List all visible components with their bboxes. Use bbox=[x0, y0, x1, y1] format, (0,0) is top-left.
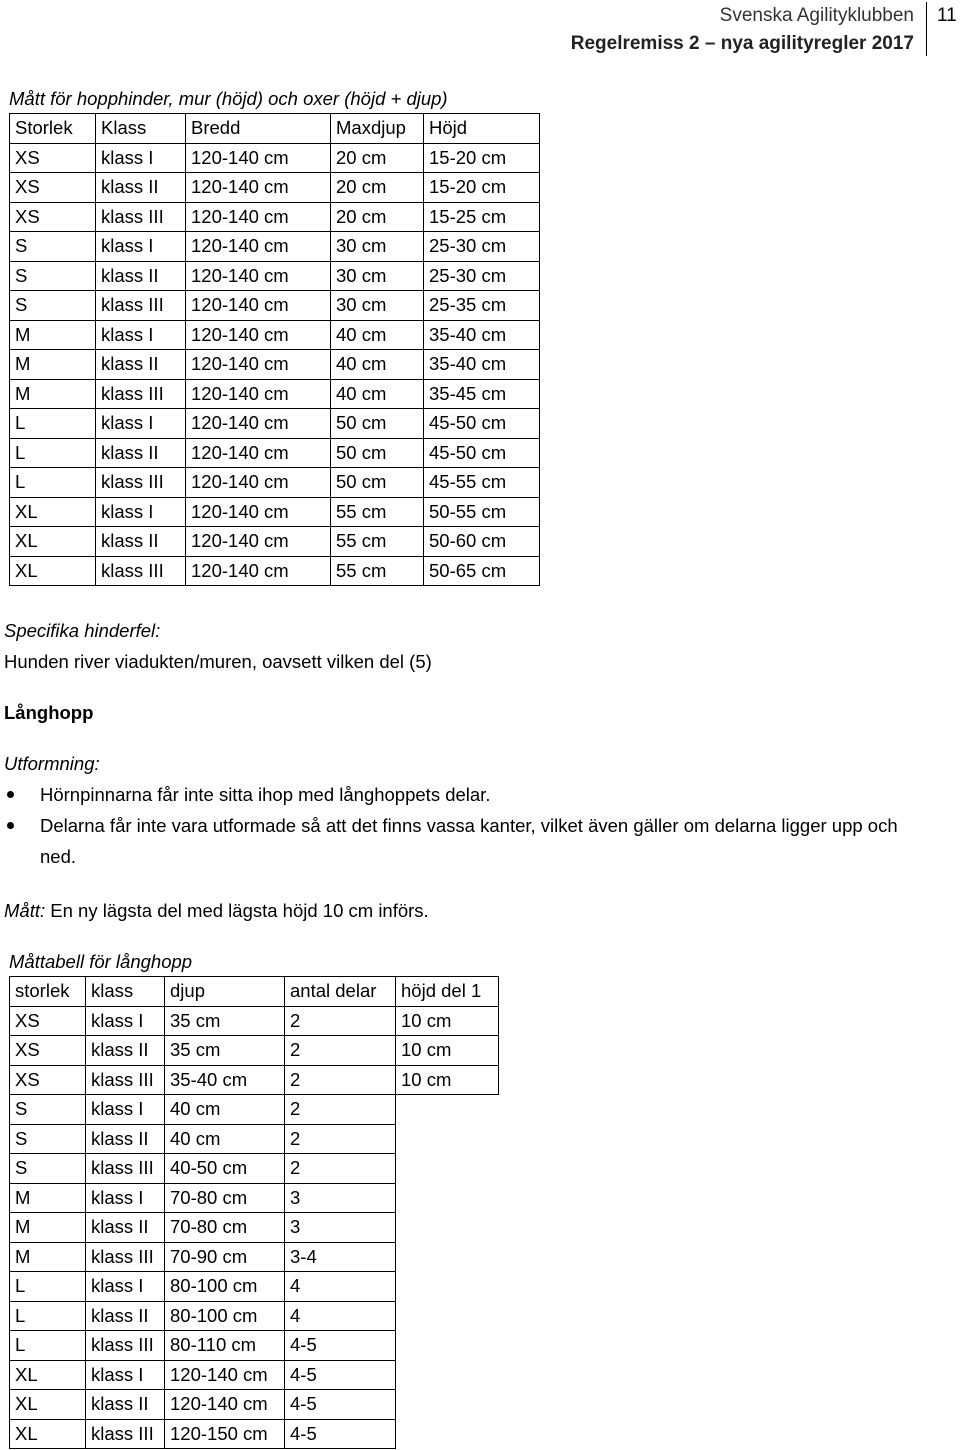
table-row bbox=[10, 232, 540, 262]
table-cell bbox=[396, 1301, 499, 1331]
faults-label: Specifika hinderfel: bbox=[4, 620, 161, 641]
table-cell: 30 cm bbox=[331, 261, 424, 291]
table-cell: klass I bbox=[96, 232, 186, 262]
table-cell bbox=[396, 1360, 499, 1390]
measure-text: En ny lägsta del med lägsta höjd 10 cm införs. bbox=[45, 900, 429, 921]
table-cell: 80-100 cm bbox=[165, 1301, 285, 1331]
table-row bbox=[10, 1095, 499, 1125]
table-cell: 3 bbox=[285, 1183, 396, 1213]
table-cell: 45-50 cm bbox=[424, 438, 540, 468]
faults-section bbox=[4, 615, 432, 677]
jump-table bbox=[9, 113, 540, 586]
table-cell: S bbox=[10, 261, 96, 291]
table-cell: XL bbox=[10, 1419, 86, 1449]
table-cell: 50 cm bbox=[331, 438, 424, 468]
table-cell: 120-140 cm bbox=[186, 468, 331, 498]
table-header-cell: klass bbox=[86, 977, 165, 1007]
table-row bbox=[10, 350, 540, 380]
table-cell: 2 bbox=[285, 1154, 396, 1184]
faults-text: Hunden river viadukten/muren, oavsett vilken del (5) bbox=[4, 651, 432, 672]
table-row bbox=[10, 291, 540, 321]
table-row bbox=[10, 1301, 499, 1331]
table-cell: XL bbox=[10, 527, 96, 557]
table-cell: 120-140 cm bbox=[186, 261, 331, 291]
table-cell: XS bbox=[10, 1006, 86, 1036]
table-cell: 120-140 cm bbox=[186, 409, 331, 439]
table-row bbox=[10, 1154, 499, 1184]
table-cell: M bbox=[10, 379, 96, 409]
table-cell: 15-20 cm bbox=[424, 143, 540, 173]
table-cell: S bbox=[10, 291, 96, 321]
table-row bbox=[10, 438, 540, 468]
table-cell: klass II bbox=[86, 1213, 165, 1243]
table-cell: 120-140 cm bbox=[186, 320, 331, 350]
table-cell bbox=[396, 1419, 499, 1449]
table-header-row bbox=[10, 114, 540, 144]
table-cell: 4-5 bbox=[285, 1331, 396, 1361]
table-row bbox=[10, 1360, 499, 1390]
table-row bbox=[10, 1124, 499, 1154]
table-cell: L bbox=[10, 1331, 86, 1361]
table-cell: 3 bbox=[285, 1213, 396, 1243]
table-row bbox=[10, 261, 540, 291]
table-cell: M bbox=[10, 1242, 86, 1272]
table-cell: klass I bbox=[86, 1360, 165, 1390]
table-row bbox=[10, 320, 540, 350]
table-cell: klass II bbox=[96, 173, 186, 203]
table-cell bbox=[396, 1183, 499, 1213]
table-cell: 2 bbox=[285, 1036, 396, 1066]
table-cell: 35-40 cm bbox=[424, 350, 540, 380]
table-cell: 120-140 cm bbox=[186, 232, 331, 262]
table-cell: 40 cm bbox=[331, 350, 424, 380]
page-number: 11 bbox=[926, 2, 960, 56]
table-cell: 120-140 cm bbox=[186, 350, 331, 380]
table-cell: klass II bbox=[96, 527, 186, 557]
table-header-cell: storlek bbox=[10, 977, 86, 1007]
table-cell: 35 cm bbox=[165, 1006, 285, 1036]
table-header-cell: höjd del 1 bbox=[396, 977, 499, 1007]
long-jump-design-section bbox=[4, 748, 910, 872]
table-cell: XL bbox=[10, 556, 96, 586]
table-cell: 50 cm bbox=[331, 468, 424, 498]
table-row bbox=[10, 1213, 499, 1243]
table-cell: 120-150 cm bbox=[165, 1419, 285, 1449]
jump-table-caption: Mått för hopphinder, mur (höjd) och oxer (höjd + djup) bbox=[9, 88, 448, 109]
table-cell bbox=[396, 1095, 499, 1125]
table-cell: 120-140 cm bbox=[186, 497, 331, 527]
table-cell: M bbox=[10, 320, 96, 350]
table-cell: klass III bbox=[96, 379, 186, 409]
table-cell bbox=[396, 1213, 499, 1243]
table-cell: klass I bbox=[96, 409, 186, 439]
table-header-row bbox=[10, 977, 499, 1007]
table-row bbox=[10, 556, 540, 586]
table-cell: XS bbox=[10, 1036, 86, 1066]
table-cell: 35-40 cm bbox=[424, 320, 540, 350]
table-cell: klass III bbox=[86, 1331, 165, 1361]
table-cell: 40-50 cm bbox=[165, 1154, 285, 1184]
table-cell: 20 cm bbox=[331, 143, 424, 173]
table-cell: XS bbox=[10, 173, 96, 203]
table-row bbox=[10, 1419, 499, 1449]
table-cell: 25-30 cm bbox=[424, 232, 540, 262]
table-cell: L bbox=[10, 1272, 86, 1302]
table-cell: klass I bbox=[86, 1095, 165, 1125]
table-cell: 40 cm bbox=[165, 1095, 285, 1125]
design-bullet-item: Hörnpinnarna får inte sitta ihop med långhoppets delar. bbox=[4, 779, 910, 810]
table-cell: 30 cm bbox=[331, 232, 424, 262]
table-row bbox=[10, 1036, 499, 1066]
table-cell: 120-140 cm bbox=[186, 143, 331, 173]
table-cell: 40 cm bbox=[331, 320, 424, 350]
table-cell: 45-50 cm bbox=[424, 409, 540, 439]
table-cell: 10 cm bbox=[396, 1006, 499, 1036]
table-cell: 40 cm bbox=[165, 1124, 285, 1154]
table-row bbox=[10, 173, 540, 203]
table-cell: klass III bbox=[96, 468, 186, 498]
table-row bbox=[10, 1006, 499, 1036]
table-cell: klass III bbox=[86, 1419, 165, 1449]
table-cell: L bbox=[10, 468, 96, 498]
table-cell: 50-60 cm bbox=[424, 527, 540, 557]
table-cell: S bbox=[10, 1095, 86, 1125]
table-cell bbox=[396, 1272, 499, 1302]
table-cell: M bbox=[10, 1213, 86, 1243]
table-cell: 3-4 bbox=[285, 1242, 396, 1272]
table-row bbox=[10, 1331, 499, 1361]
table-cell: klass II bbox=[86, 1390, 165, 1420]
table-cell: L bbox=[10, 1301, 86, 1331]
table-cell: M bbox=[10, 1183, 86, 1213]
design-label: Utformning: bbox=[4, 753, 100, 774]
table-cell: 25-35 cm bbox=[424, 291, 540, 321]
table-cell: klass I bbox=[86, 1272, 165, 1302]
table-cell: 50 cm bbox=[331, 409, 424, 439]
table-cell: 55 cm bbox=[331, 497, 424, 527]
table-header-cell: Maxdjup bbox=[331, 114, 424, 144]
table-cell: 120-140 cm bbox=[186, 202, 331, 232]
jump-table-section bbox=[9, 84, 540, 586]
page-header bbox=[571, 2, 914, 58]
table-cell: 45-55 cm bbox=[424, 468, 540, 498]
long-jump-table-caption: Måttabell för långhopp bbox=[9, 951, 193, 972]
table-cell: 70-80 cm bbox=[165, 1213, 285, 1243]
table-cell: 120-140 cm bbox=[186, 379, 331, 409]
table-cell: 2 bbox=[285, 1065, 396, 1095]
table-cell: klass I bbox=[96, 497, 186, 527]
table-row bbox=[10, 202, 540, 232]
table-cell bbox=[396, 1331, 499, 1361]
table-cell: 10 cm bbox=[396, 1036, 499, 1066]
table-cell: 50-55 cm bbox=[424, 497, 540, 527]
table-row bbox=[10, 1065, 499, 1095]
table-cell: 120-140 cm bbox=[186, 291, 331, 321]
table-row bbox=[10, 1183, 499, 1213]
table-cell: klass II bbox=[86, 1036, 165, 1066]
table-cell: 120-140 cm bbox=[186, 527, 331, 557]
table-cell bbox=[396, 1154, 499, 1184]
table-header-cell: Bredd bbox=[186, 114, 331, 144]
table-cell: 80-100 cm bbox=[165, 1272, 285, 1302]
table-cell: XS bbox=[10, 143, 96, 173]
table-cell: 20 cm bbox=[331, 202, 424, 232]
table-cell: 70-90 cm bbox=[165, 1242, 285, 1272]
table-cell: 20 cm bbox=[331, 173, 424, 203]
table-row bbox=[10, 468, 540, 498]
table-cell: klass I bbox=[96, 320, 186, 350]
table-header-cell: Höjd bbox=[424, 114, 540, 144]
table-cell: XS bbox=[10, 1065, 86, 1095]
table-cell: 35-40 cm bbox=[165, 1065, 285, 1095]
table-header-cell: Klass bbox=[96, 114, 186, 144]
design-bullet-item: Delarna får inte vara utformade så att det finns vassa kanter, vilket även gäller om delarna ligger upp och ned. bbox=[4, 810, 910, 872]
table-cell: 55 cm bbox=[331, 556, 424, 586]
table-cell: klass II bbox=[96, 350, 186, 380]
table-cell: klass III bbox=[96, 556, 186, 586]
table-cell: klass I bbox=[86, 1183, 165, 1213]
table-cell: 25-30 cm bbox=[424, 261, 540, 291]
table-row bbox=[10, 1390, 499, 1420]
table-cell: klass III bbox=[96, 291, 186, 321]
table-cell: klass II bbox=[96, 261, 186, 291]
table-cell: 50-65 cm bbox=[424, 556, 540, 586]
table-cell: 4-5 bbox=[285, 1390, 396, 1420]
table-header-cell: Storlek bbox=[10, 114, 96, 144]
table-cell: S bbox=[10, 232, 96, 262]
table-cell: klass III bbox=[86, 1154, 165, 1184]
table-cell: 70-80 cm bbox=[165, 1183, 285, 1213]
table-cell: 4-5 bbox=[285, 1360, 396, 1390]
table-cell: L bbox=[10, 409, 96, 439]
table-cell: 30 cm bbox=[331, 291, 424, 321]
table-cell: 15-20 cm bbox=[424, 173, 540, 203]
table-cell: klass I bbox=[86, 1006, 165, 1036]
table-cell: XL bbox=[10, 1360, 86, 1390]
table-row bbox=[10, 143, 540, 173]
table-cell: L bbox=[10, 438, 96, 468]
table-cell: 120-140 cm bbox=[165, 1360, 285, 1390]
table-header-cell: djup bbox=[165, 977, 285, 1007]
table-cell: XL bbox=[10, 497, 96, 527]
table-row bbox=[10, 1272, 499, 1302]
long-jump-table-section bbox=[9, 947, 499, 1449]
table-cell bbox=[396, 1242, 499, 1272]
table-cell: 120-140 cm bbox=[186, 438, 331, 468]
table-cell: 2 bbox=[285, 1006, 396, 1036]
table-cell: XL bbox=[10, 1390, 86, 1420]
table-cell: klass II bbox=[86, 1301, 165, 1331]
table-row bbox=[10, 527, 540, 557]
table-cell: 35 cm bbox=[165, 1036, 285, 1066]
table-cell: 4 bbox=[285, 1272, 396, 1302]
measure-line bbox=[4, 895, 429, 926]
table-cell: 15-25 cm bbox=[424, 202, 540, 232]
organization-name: Svenska Agilityklubben bbox=[719, 5, 914, 26]
table-cell: M bbox=[10, 350, 96, 380]
table-cell: 55 cm bbox=[331, 527, 424, 557]
table-cell: 10 cm bbox=[396, 1065, 499, 1095]
table-cell: 2 bbox=[285, 1124, 396, 1154]
table-cell: 80-110 cm bbox=[165, 1331, 285, 1361]
table-cell: S bbox=[10, 1154, 86, 1184]
table-cell: 40 cm bbox=[331, 379, 424, 409]
long-jump-table bbox=[9, 976, 499, 1449]
long-jump-heading: Långhopp bbox=[4, 702, 94, 723]
table-cell: 2 bbox=[285, 1095, 396, 1125]
table-cell: klass I bbox=[96, 143, 186, 173]
table-cell: 4-5 bbox=[285, 1419, 396, 1449]
design-bullet-list bbox=[4, 779, 910, 872]
table-cell bbox=[396, 1124, 499, 1154]
table-cell: klass III bbox=[96, 202, 186, 232]
measure-section bbox=[4, 895, 429, 926]
table-cell: 120-140 cm bbox=[165, 1390, 285, 1420]
table-cell: XS bbox=[10, 202, 96, 232]
measure-label: Mått: bbox=[4, 900, 46, 921]
table-cell: klass III bbox=[86, 1065, 165, 1095]
table-row bbox=[10, 409, 540, 439]
table-cell: 4 bbox=[285, 1301, 396, 1331]
table-cell: 120-140 cm bbox=[186, 556, 331, 586]
table-cell: 35-45 cm bbox=[424, 379, 540, 409]
table-cell bbox=[396, 1390, 499, 1420]
table-cell: 120-140 cm bbox=[186, 173, 331, 203]
table-row bbox=[10, 497, 540, 527]
table-row bbox=[10, 379, 540, 409]
table-cell: klass II bbox=[86, 1124, 165, 1154]
table-cell: S bbox=[10, 1124, 86, 1154]
document-title: Regelremiss 2 – nya agilityregler 2017 bbox=[570, 33, 914, 54]
table-header-cell: antal delar bbox=[285, 977, 396, 1007]
table-cell: klass II bbox=[96, 438, 186, 468]
table-cell: klass III bbox=[86, 1242, 165, 1272]
table-row bbox=[10, 1242, 499, 1272]
long-jump-heading-block bbox=[4, 697, 93, 728]
